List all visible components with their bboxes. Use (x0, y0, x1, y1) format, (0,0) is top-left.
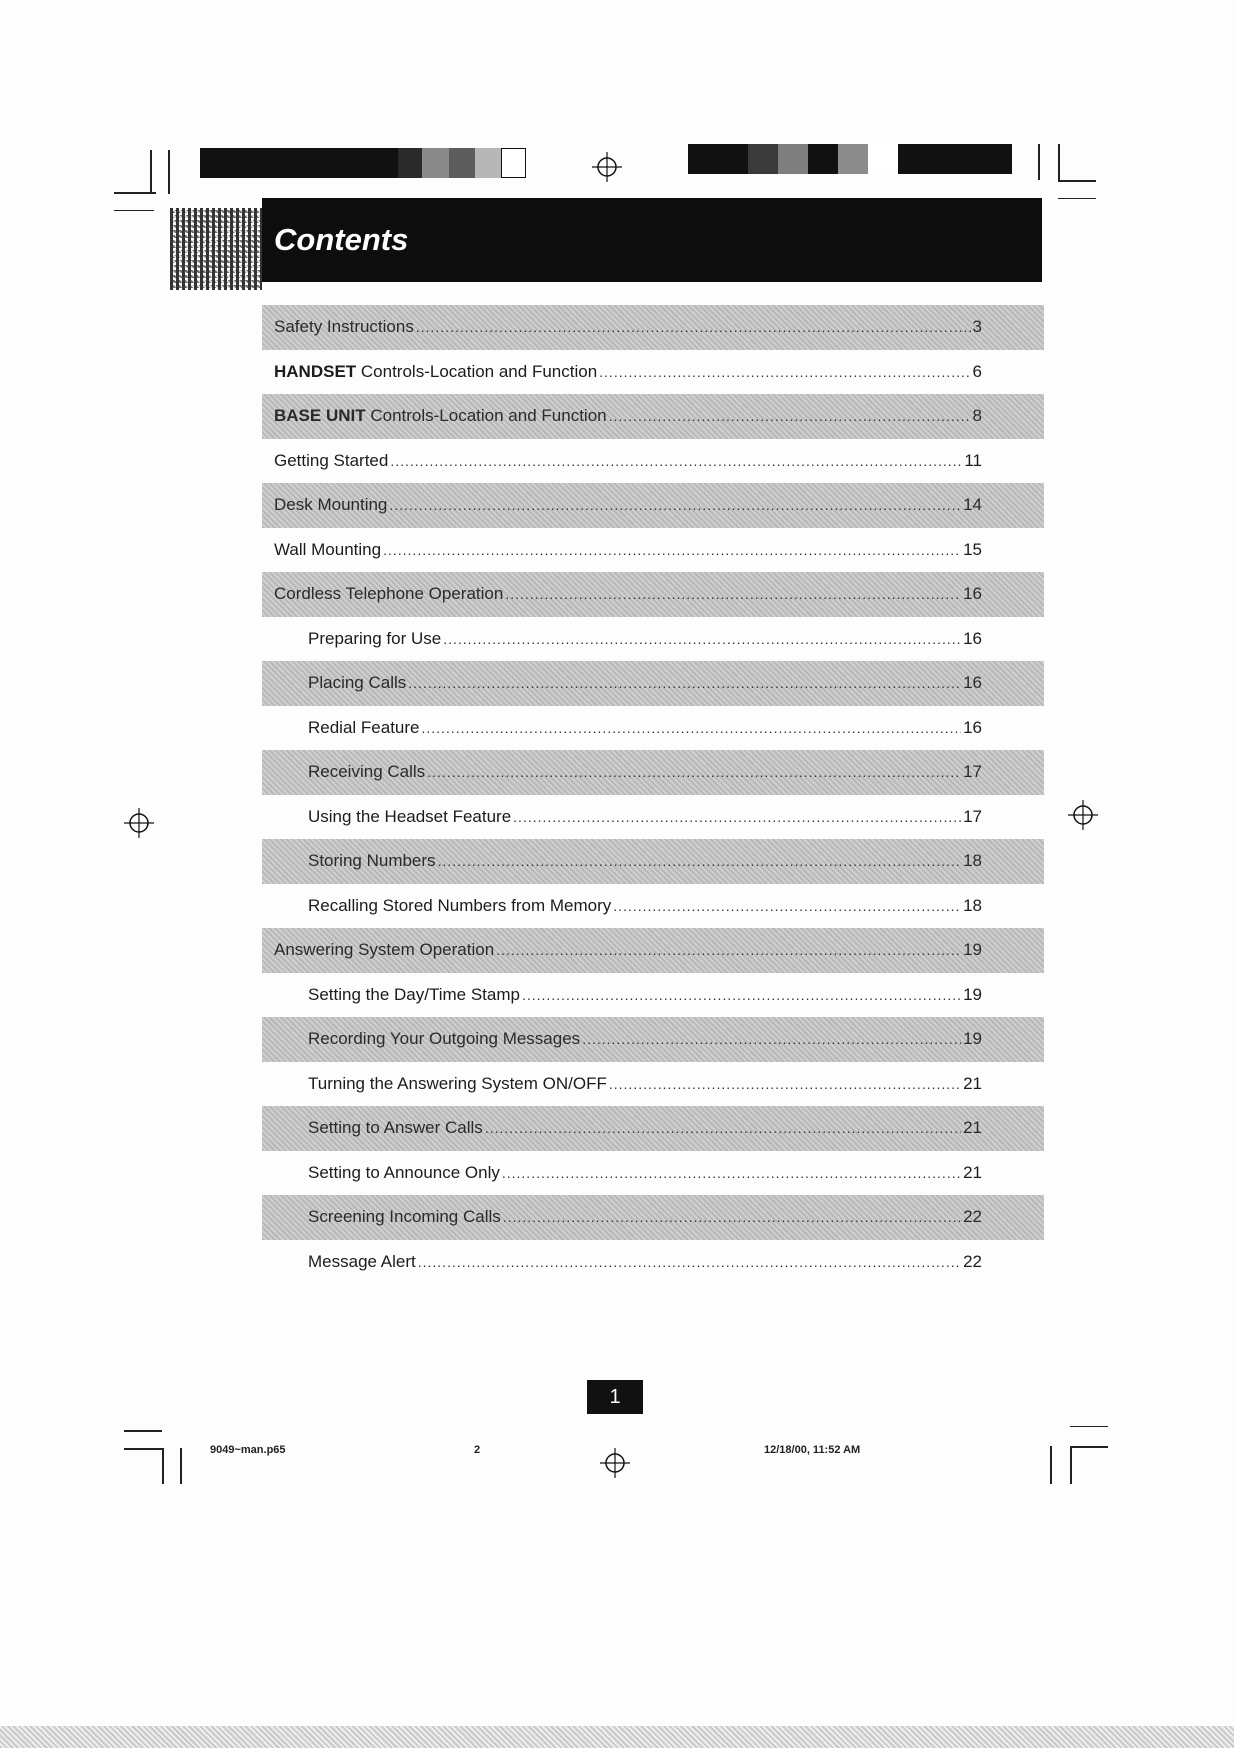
toc-entry-title (274, 940, 494, 960)
registration-target-icon (600, 1448, 630, 1478)
toc-page-number: 21 (963, 1118, 982, 1138)
toc-page-number: 3 (972, 317, 982, 337)
toc-entry-title (308, 1118, 483, 1138)
toc-entry-title (308, 718, 420, 738)
toc-page-number: 16 (963, 717, 982, 737)
toc-entry (262, 394, 1044, 439)
crop-mark (168, 150, 170, 194)
crop-mark (1050, 1446, 1052, 1484)
toc-leader-dots (418, 1254, 961, 1270)
toc-entry (262, 1195, 1044, 1240)
toc-leader-dots (389, 497, 961, 513)
toc-entry-title-text: Placing Calls (308, 673, 407, 693)
toc-entry-title (308, 1029, 580, 1049)
toc-page-number: 8 (972, 406, 982, 426)
toc-entry-title-text: Setting the Day/Time Stamp (308, 984, 520, 1004)
toc-leader-dots (438, 853, 962, 869)
toc-entry (262, 1240, 1044, 1285)
toc-page-number: 19 (963, 984, 982, 1004)
toc-entry-title-text: Using the Headset Feature (308, 806, 512, 826)
toc-entry-title (308, 629, 441, 649)
toc-entry (262, 350, 1044, 395)
toc-entry-title (274, 451, 388, 471)
toc-entry-title-text: Screening Incoming Calls (308, 1207, 501, 1227)
toc-entry-title-text: Storing Numbers (308, 851, 436, 871)
toc-page-number: 22 (963, 1207, 982, 1227)
toc-leader-dots (408, 675, 961, 691)
toc-leader-dots (443, 631, 961, 647)
toc-entry-title (308, 673, 406, 693)
toc-page-number: 15 (963, 539, 982, 559)
toc-entry-title-text: Receiving Calls (308, 762, 426, 782)
toc-entry-title (308, 1163, 500, 1183)
toc-entry-title-text: Getting Started (274, 450, 389, 470)
timestamp: 12/18/00, 11:52 AM (764, 1444, 861, 1456)
toc-page-number: 19 (963, 940, 982, 960)
toc-leader-dots (582, 1031, 961, 1047)
toc-entry (262, 305, 1044, 350)
toc-entry-title-text: Recalling Stored Numbers from Memory (308, 895, 612, 915)
toc-leader-dots (503, 1209, 961, 1225)
toc-entry (262, 617, 1044, 662)
toc-entry (262, 528, 1044, 573)
toc-leader-dots (522, 987, 961, 1003)
toc-leader-dots (613, 898, 961, 914)
toc-entry-title (308, 851, 436, 871)
toc-entry-title (274, 362, 597, 382)
toc-entry (262, 839, 1044, 884)
toc-entry (262, 661, 1044, 706)
crop-mark (124, 1430, 162, 1432)
toc-leader-dots (485, 1120, 961, 1136)
toc-entry (262, 1062, 1044, 1107)
toc-entry-title (274, 317, 414, 337)
toc-entry-title (274, 584, 503, 604)
crop-mark (150, 150, 152, 194)
toc-entry-title-text: Turning the Answering System ON/OFF (308, 1073, 607, 1093)
toc-entry-title-text: Setting to Announce Only (308, 1162, 500, 1182)
crop-mark (162, 1448, 164, 1484)
page-title: Contents (274, 222, 409, 257)
toc-page-number: 11 (964, 450, 982, 470)
contents-banner (262, 198, 1042, 282)
toc-entry-title (308, 985, 520, 1005)
toc-entry-title (274, 406, 607, 426)
file-name: 9049~man.p65 (210, 1444, 286, 1456)
registration-target-icon (1068, 800, 1098, 830)
toc-entry-title (274, 540, 381, 560)
sheet-number: 2 (474, 1444, 481, 1456)
toc-leader-dots (422, 720, 962, 736)
crop-mark (114, 210, 154, 211)
toc-entry (262, 973, 1044, 1018)
toc-entry-title-text: Recording Your Outgoing Messages (308, 1029, 581, 1049)
registration-target-icon (124, 808, 154, 838)
toc-page-number: 22 (963, 1251, 982, 1271)
toc-entry (262, 884, 1044, 929)
toc-entry (262, 572, 1044, 617)
toc-leader-dots (390, 453, 962, 469)
toc-leader-dots (513, 809, 961, 825)
toc-entry-title (308, 896, 611, 916)
toc-entry-title-text: Safety Instructions (274, 317, 414, 337)
crop-mark (1070, 1426, 1108, 1427)
toc-page-number: 21 (963, 1162, 982, 1182)
toc-entry (262, 1017, 1044, 1062)
crop-mark (180, 1448, 182, 1484)
toc-entry (262, 1151, 1044, 1196)
toc-entry (262, 795, 1044, 840)
toc-leader-dots (383, 542, 961, 558)
crop-mark (1070, 1446, 1108, 1448)
toc-page-number: 16 (963, 584, 982, 604)
toc-entry-title (308, 1074, 607, 1094)
toc-leader-dots (502, 1165, 961, 1181)
color-bar-left (200, 148, 526, 178)
toc-entry-title (308, 1252, 416, 1272)
toc-entry (262, 483, 1044, 528)
toc-entry (262, 750, 1044, 795)
toc-page-number: 6 (972, 361, 982, 381)
toc-page-number: 21 (963, 1073, 982, 1093)
toc-leader-dots (416, 319, 971, 335)
toc-entry-title-text: Message Alert (308, 1251, 416, 1271)
crop-mark (1058, 198, 1096, 199)
page-number: 1 (587, 1380, 643, 1414)
toc-page-number: 18 (963, 895, 982, 915)
crop-mark (1070, 1446, 1072, 1484)
dot-pattern-graphic (170, 208, 262, 290)
toc-page-number: 16 (963, 628, 982, 648)
toc-entry-title (308, 1207, 501, 1227)
toc-entry-title (308, 807, 511, 827)
toc-entry-title-text: Cordless Telephone Operation (274, 584, 504, 604)
toc-leader-dots (609, 1076, 961, 1092)
crop-mark (1038, 144, 1040, 180)
toc-leader-dots (496, 942, 961, 958)
toc-entry-title-bold: BASE UNIT (274, 406, 366, 426)
toc-entry-title-text: Desk Mounting (274, 495, 388, 515)
toc-page-number: 17 (963, 806, 982, 826)
toc-page-number: 17 (963, 762, 982, 782)
toc-page-number: 16 (963, 673, 982, 693)
registration-target-icon (592, 152, 622, 182)
toc-entry-title-text: Redial Feature (308, 717, 420, 737)
crop-mark (1058, 180, 1096, 182)
toc-entry-title-bold: HANDSET (274, 361, 357, 381)
toc-entry-title-text: Controls-Location and Function (365, 406, 607, 426)
toc-page-number: 19 (963, 1029, 982, 1049)
toc-page-number: 18 (963, 851, 982, 871)
toc-entry-title (308, 762, 425, 782)
toc-entry-title-text: Setting to Answer Calls (308, 1118, 483, 1138)
crop-mark (1058, 144, 1060, 180)
toc-leader-dots (427, 764, 961, 780)
crop-mark (124, 1448, 164, 1450)
toc-leader-dots (609, 408, 971, 424)
toc-entry (262, 439, 1044, 484)
toc-entry-title-text: Wall Mounting (274, 539, 382, 559)
toc-page-number: 14 (963, 495, 982, 515)
toc-entry-title-text: Answering System Operation (274, 940, 495, 960)
toc-leader-dots (599, 364, 970, 380)
toc-entry (262, 928, 1044, 973)
toc-entry (262, 1106, 1044, 1151)
color-bar-right (688, 144, 1012, 174)
toc-entry-title-text: Controls-Location and Function (356, 361, 598, 381)
toc-entry-title (274, 495, 387, 515)
toc-leader-dots (505, 586, 961, 602)
toc-entry (262, 706, 1044, 751)
table-of-contents (262, 305, 1044, 1284)
toc-entry-title-text: Preparing for Use (308, 628, 442, 648)
scan-noise-strip (0, 1726, 1234, 1748)
